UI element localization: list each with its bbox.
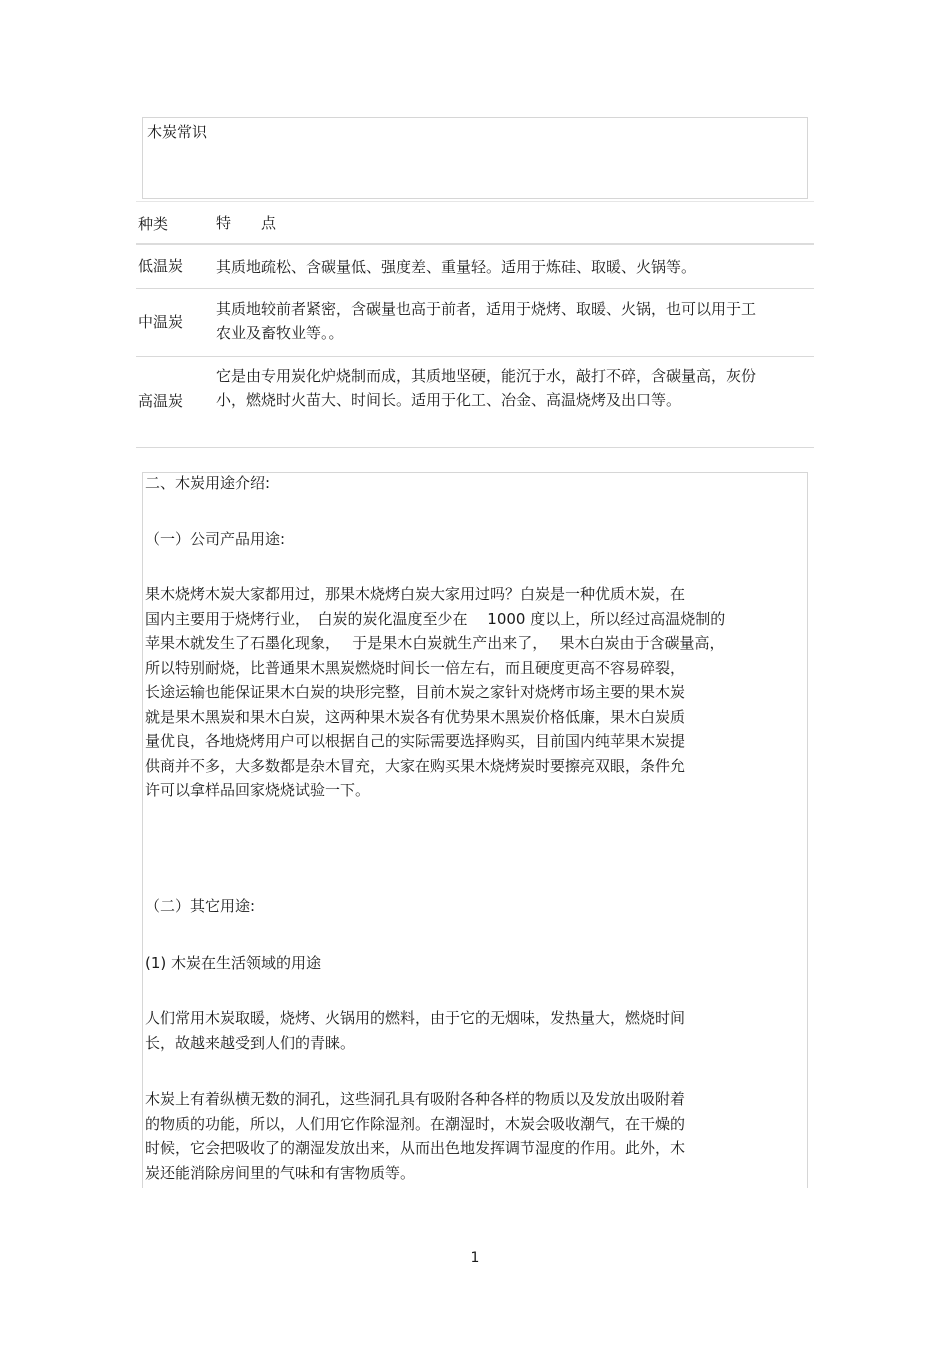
row-feature: 它是由专用炭化炉烧制而成，其质地坚硬，能沉于水，敲打不碎，含碳量高，灰份小，燃烧时火苗大、时间长。适用于化工、冶金、高温烧烤及出口等。 [216, 367, 757, 409]
text-line: 长途运输也能保证果木白炭的块形完整，目前木炭之家针对烧烤市场主要的果木炭 [145, 683, 686, 701]
text-line: 苹果木就发生了石墨化现象， 于是果木白炭就生产出来了， 果木白炭由于含碳量高， [145, 634, 725, 652]
header-type: 种类 [138, 215, 169, 233]
text-line: 供商并不多，大多数都是杂木冒充，大家在购买果木烧烤炭时要擦亮双眼，条件允 [145, 757, 686, 775]
table-row [136, 288, 814, 356]
row-feature: 其质地较前者紧密，含碳量也高于前者，适用于烧烤、取暖、火锅，也可以用于工农业及畜牧业等。。 [216, 300, 757, 342]
text-line: 的物质的功能，所以，人们用它作除湿剂。在潮湿时，木炭会吸收潮气，在干燥的 [145, 1115, 686, 1133]
row-type: 中温炭 [138, 313, 184, 331]
text-line: 果木烧烤木炭大家都用过，那果木烧烤白炭大家用过吗？白炭是一种优质木炭，在 [145, 585, 686, 603]
content-box [142, 472, 808, 1188]
text-line: 人们常用木炭取暖，烧烤、火锅用的燃料，由于它的无烟味，发热量大，燃烧时间 [145, 1009, 686, 1027]
charcoal-types-table [136, 201, 814, 448]
document-title: 木炭常识 [147, 123, 208, 141]
title-box [142, 117, 808, 199]
table-header-row [136, 201, 814, 243]
row-type: 低温炭 [138, 257, 184, 275]
table-row [136, 243, 814, 288]
text-line: 量优良，各地烧烤用户可以根据自己的实际需要选择购买，目前国内纯苹果木炭提 [145, 732, 686, 750]
text-line: 就是果木黑炭和果木白炭，这两种果木炭各有优势果木黑炭价格低廉，果木白炭质 [145, 708, 686, 726]
row-type: 高温炭 [138, 392, 184, 410]
table-row [136, 356, 814, 448]
header-feature: 特 点 [216, 214, 277, 232]
row-feature: 其质地疏松、含碳量低、强度差、重量轻。适用于炼硅、取暖、火锅等。 [216, 258, 697, 276]
text-line: 炭还能消除房间里的气味和有害物质等。 [145, 1164, 416, 1182]
text-line: 时候，它会把吸收了的潮湿发放出来，从而出色地发挥调节湿度的作用。此外，木 [145, 1139, 686, 1157]
text-line: 许可以拿样品回家烧烧试验一下。 [145, 781, 371, 799]
text-line: 国内主要用于烧烤行业， 白炭的炭化温度至少在 1000 度以上，所以经过高温烧制的 [145, 610, 726, 628]
section-heading: 二、木炭用途介绍: [145, 474, 271, 492]
text-line: 木炭上有着纵横无数的洞孔，这些洞孔具有吸附各种各样的物质以及发放出吸附着 [145, 1090, 686, 1108]
item-heading: (1) 木炭在生活领域的用途 [145, 954, 322, 972]
text-line: 所以特别耐烧，比普通果木黑炭燃烧时间长一倍左右，而且硬度更高不容易碎裂， [145, 659, 686, 677]
subsection-heading-1: （一）公司产品用途: [145, 530, 286, 548]
text-line: 长，故越来越受到人们的青睐。 [145, 1034, 356, 1052]
subsection-heading-2: （二）其它用途: [145, 897, 256, 915]
page-number: 1 [470, 1250, 480, 1266]
